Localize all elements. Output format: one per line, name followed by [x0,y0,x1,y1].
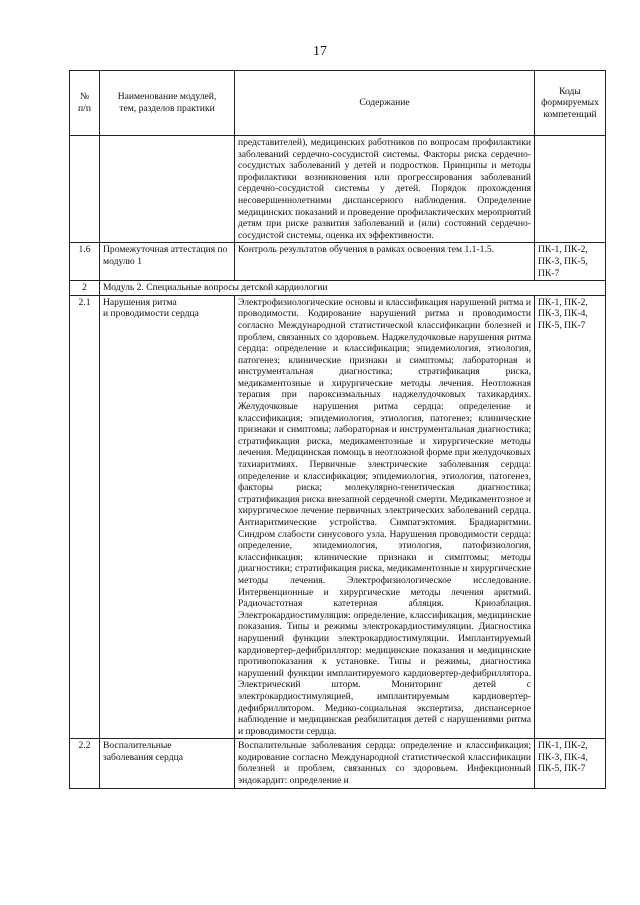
table-row [70,243,606,281]
header-number: № п/п [70,71,100,136]
row-content: Воспалительные заболевания сердца: определение и классификация; кодирование согласно Международной статистической классификации болезней и проблем, связанных со здоровьем. Инфекционный эндокардит: определение и [235,739,535,788]
row-name: Промежуточная аттестация по модулю 1 [100,243,235,281]
row-name [100,136,235,243]
header-module-name: Наименование модулей, тем, разделов практики [100,71,235,136]
header-competency-codes: Коды формируемых компетенций [535,71,606,136]
curriculum-table [69,70,606,789]
table-row [70,739,606,788]
row-codes: ПК-1, ПК-2, ПК-3, ПК-5, ПК-7 [535,243,606,281]
row-number: 1.6 [70,243,100,281]
page-number: 17 [313,44,327,59]
row-codes: ПК-1, ПК-2, ПК-3, ПК-4, ПК-5, ПК-7 [535,739,606,788]
row-content: представителей), медицинских работников по вопросам профилактики заболеваний сердечно-сосудистой системы. Факторы риска сердечно-сосудистых заболеваний у детей и подростков. Принципы и методы профилактики возникновения или прогрессирования заболеваний сердечно-сосудистой системы у детей. Порядок прохождения несовершеннолетними диспансерного наблюдения. Определение медицинских показаний и проведение профилактических мероприятий детям при риске развития заболеваний и (или) состояний сердечно-сосудистой системы, оценка их эффективности. [235,136,535,243]
module-number: 2 [70,281,100,296]
table-row [70,295,606,739]
row-name: Воспалительные заболевания сердца [100,739,235,788]
header-content: Содержание [235,71,535,136]
row-codes [535,136,606,243]
row-name: Нарушения ритма и проводимости сердца [100,295,235,739]
row-content: Электрофизиологические основы и классификация нарушений ритма и проводимости. Кодирование нарушений ритма и проводимости согласно Международной статистической классификации болезней и проблем, связанных со здоровьем. Наджелудочковые нарушения ритма сердца: определение и классификация; эпидемиология, этиология, патогенез; клинические признаки и симптомы; лабораторная и инструментальная диагностика; стратификация риска, медикаментозные и хирургические методы лечения. Неотложная терапия при пароксизмальных наджелудочковых тахикардиях. Желудочковые нарушения ритма сердца: определение и классификация; эпидемиология, этиология, патогенез; клинические признаки и симптомы; лабораторная и инструментальная диагностика; стратификация риска, медикаментозные и хирургические методы лечения. Медицинская помощь в неотложной форме при желудочковых тахиаритмиях. Первичные электрические заболевания сердца: определение и классификация; эпидемиология, этиология, патогенез, факторы риска; молекулярно-генетическая диагностика; стратификация риска внезапной сердечной смерти. Медикаментозное и хирургическое лечение первичных электрических заболеваний сердца. Антиаритмические устройства. Симпатэктомия. Брадиаритмии. Синдром слабости синусового узла. Нарушения проводимости сердца: определение, эпидемиология, этиология, патофизиология, классификация; клинические признаки и симптомы; методы диагностики; стратификация риска, медикаментозные и хирургические методы лечения. Электрофизиологическое исследование. Интервенционные и хирургические методы лечения аритмий. Радиочастотная катетерная абляция. Криоаблация. Электрокардиостимуляция: определение, классификация, медицинские показания. Типы и режимы электрокардиостимуляции. Диагностика нарушений функции электрокардиостимуляции. Имплантируемый кардиовертер-дефибриллятор: медицинские показания и медицинские противопоказания к установке. Типы и режимы, диагностика нарушений функции имплантируемого кардиовертер-дефибриллятора. Электрический шторм. Мониторинг детей с электрокардиостимуляцией, имплантируемым кардиовертер-дефибриллятором. Медико-социальная экспертиза, диспансерное наблюдение и медицинская реабилитация детей с нарушениями ритма и проводимости сердца. [235,295,535,739]
row-content: Контроль результатов обучения в рамках освоения тем 1.1-1.5. [235,243,535,281]
row-number: 2.1 [70,295,100,739]
row-codes: ПК-1, ПК-2, ПК-3, ПК-4, ПК-5, ПК-7 [535,295,606,739]
table-row [70,136,606,243]
row-number [70,136,100,243]
module-title: Модуль 2. Специальные вопросы детской кардиологии [100,281,606,296]
table-header-row [70,71,606,136]
row-number: 2.2 [70,739,100,788]
module-heading-row [70,281,606,296]
